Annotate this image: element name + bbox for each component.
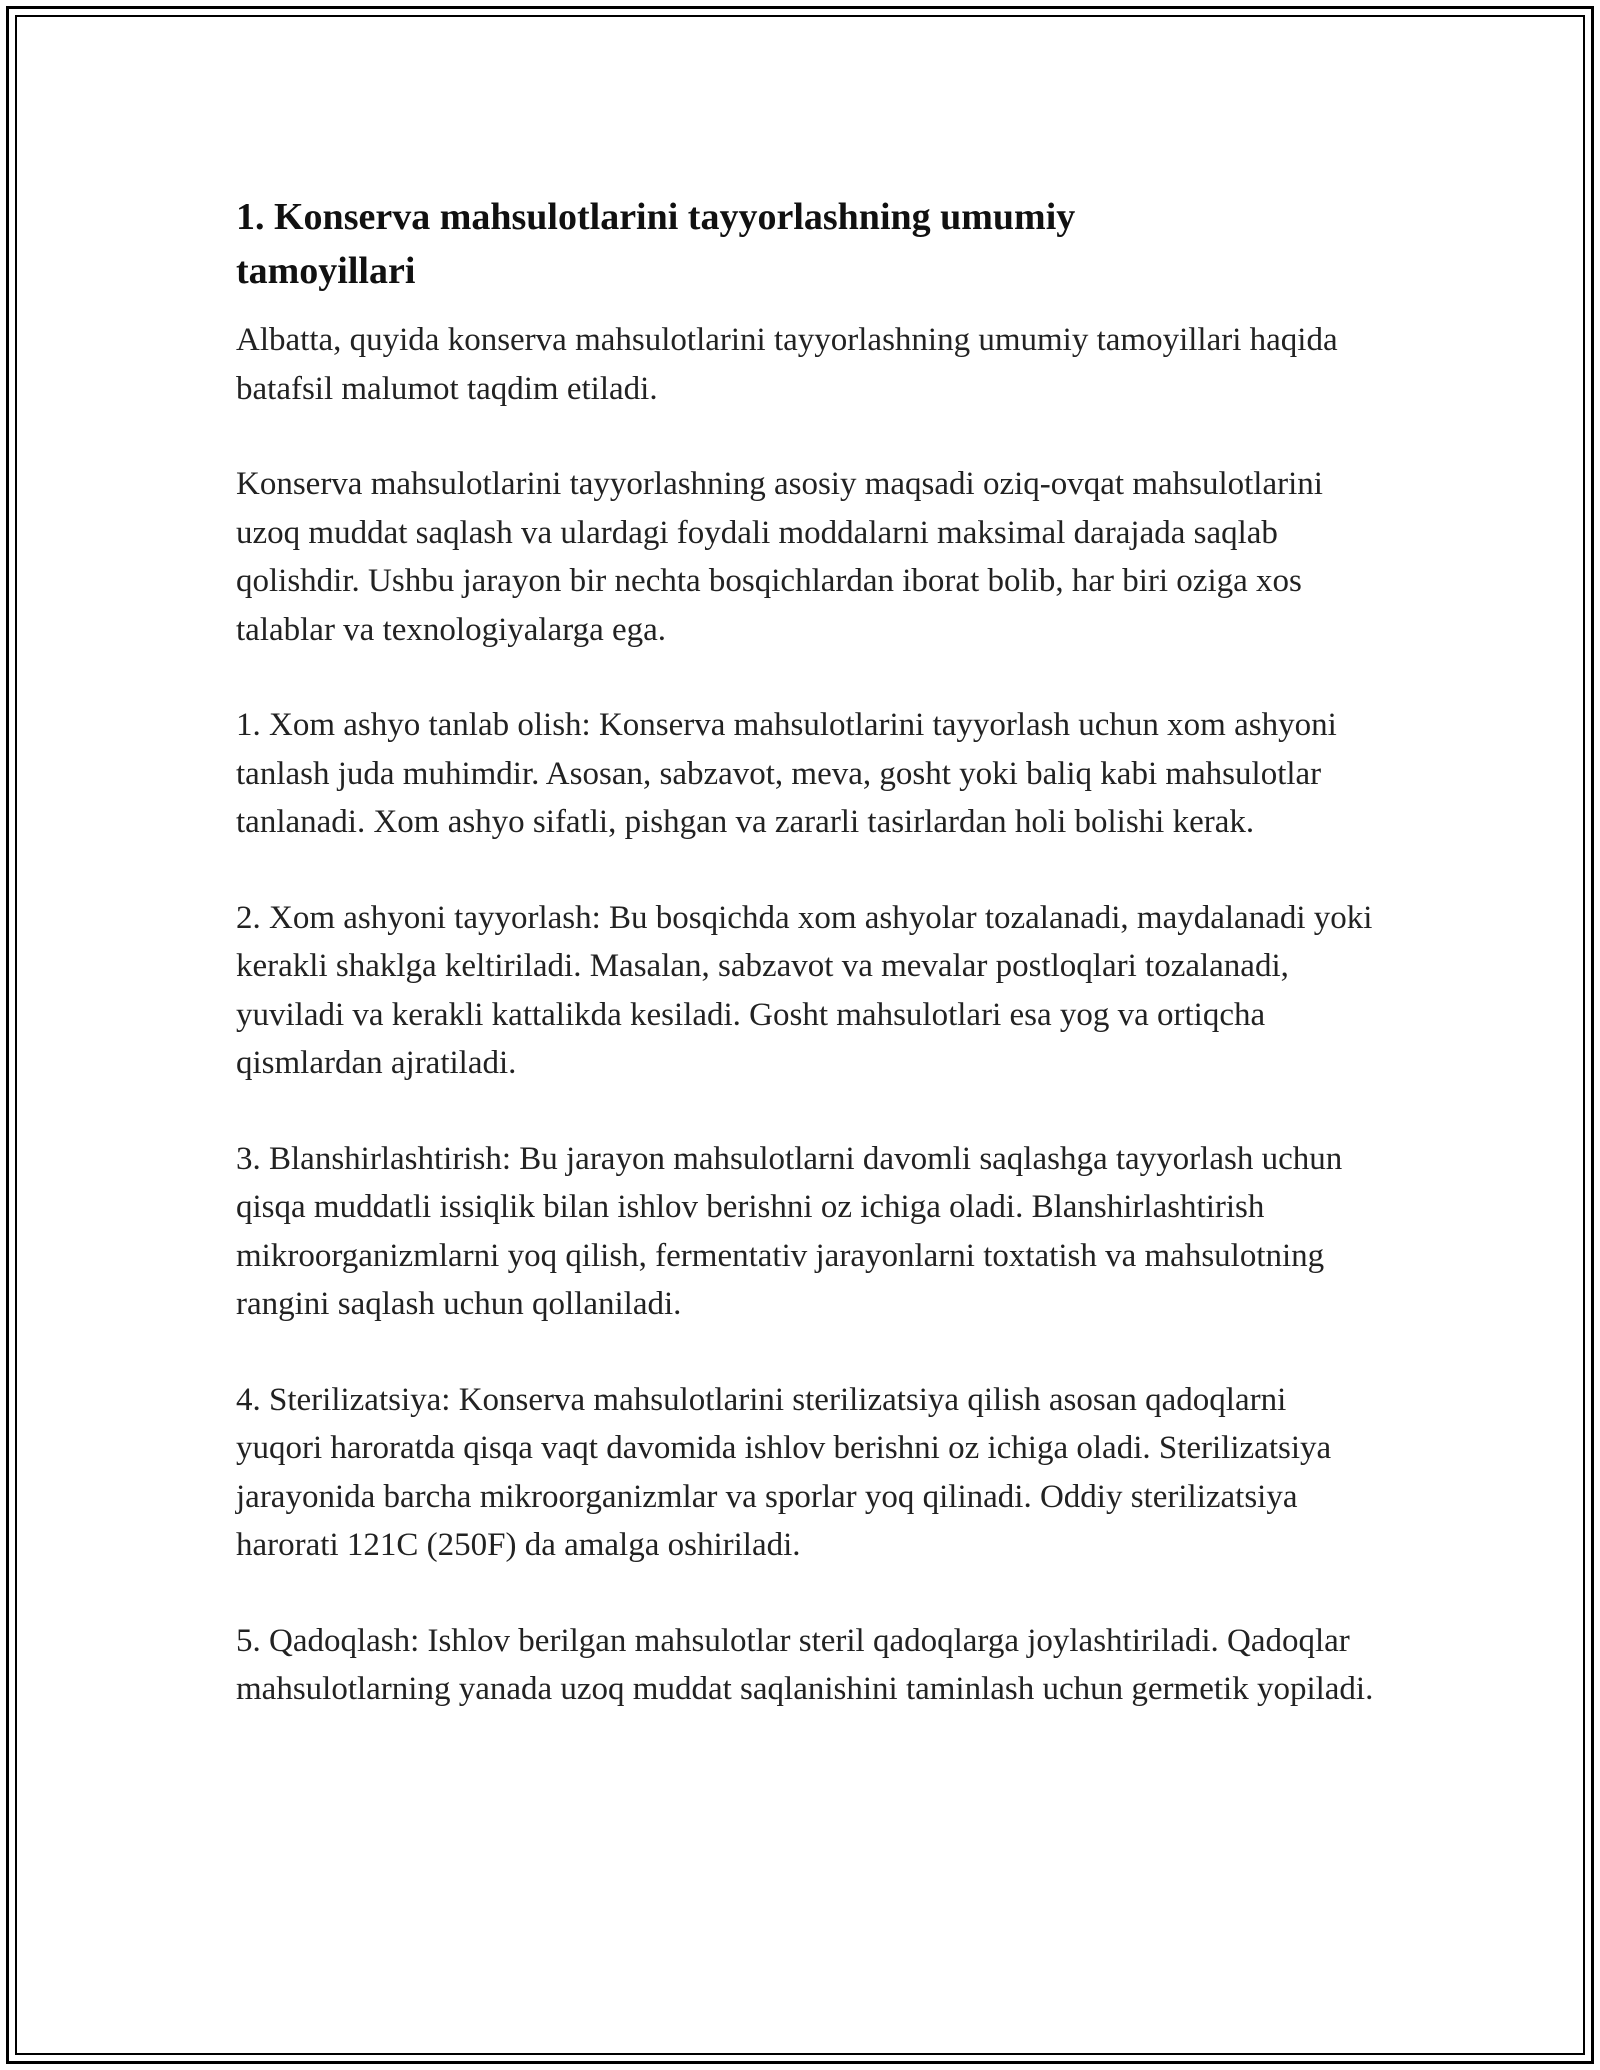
purpose-paragraph: Konserva mahsulotlarini tayyorlashning asosiy maqsadi oziq-ovqat mahsulotlarini uzoq muddat saqlash va ulardagi foydali moddalarni maksimal darajada saqlab qolishdir. Ushbu jarayon bir nechta bosqichlardan iborat bolib, har biri oziga xos talablar va texnologiyalarga ega. <box>236 466 1323 648</box>
step-3-paragraph: 3. Blanshirlashtirish: Bu jarayon mahsulotlarni davomli saqlashga tayyorlash uchun qisqa muddatli issiqlik bilan ishlov berishni oz ichiga oladi. Blanshirlashtirish mikroorganizmlarni yoq qilish, fermentativ jarayonlarni toxtatish va mahsulotning rangini saqlash uchun qollaniladi. <box>236 1140 1343 1322</box>
intro-paragraph: Albatta, quyida konserva mahsulotlarini tayyorlashning umumiy tamoyillari haqida batafsil malumot taqdim etiladi. <box>236 322 1338 407</box>
step-5-paragraph: 5. Qadoqlash: Ishlov berilgan mahsulotlar steril qadoqlarga joylashtiriladi. Qadoqlar mahsulotlarning yanada uzoq muddat saqlanishini taminlash uchun germetik yopiladi. <box>236 1622 1374 1707</box>
document-body <box>236 190 1376 1761</box>
step-4-paragraph: 4. Sterilizatsiya: Konserva mahsulotlarini sterilizatsiya qilish asosan qadoqlarni yuqori haroratda qisqa vaqt davomida ishlov berishni oz ichiga oladi. Sterilizatsiya jarayonida barcha mikroorganizmlar va sporlar yoq qilinadi. Oddiy sterilizatsiya harorati 121C (250F) da amalga oshiriladi. <box>236 1381 1332 1563</box>
step-1-paragraph: 1. Xom ashyo tanlab olish: Konserva mahsulotlarini tayyorlash uchun xom ashyoni tanlash juda muhimdir. Asosan, sabzavot, meva, gosht yoki baliq kabi mahsulotlar tanlanadi. Xom ashyo sifatli, pishgan va zararli tasirlardan holi bolishi kerak. <box>236 707 1337 840</box>
section-heading: 1. Konserva mahsulotlarini tayyorlashning umumiy tamoyillari <box>236 196 1076 292</box>
step-2-paragraph: 2. Xom ashyoni tayyorlash: Bu bosqichda xom ashyolar tozalanadi, maydalanadi yoki kerakli shaklga keltiriladi. Masalan, sabzavot va mevalar postloqlari tozalanadi, yuviladi va kerakli kattalikda kesiladi. Gosht mahsulotlari esa yog va ortiqcha qismlardan ajratiladi. <box>236 899 1373 1081</box>
